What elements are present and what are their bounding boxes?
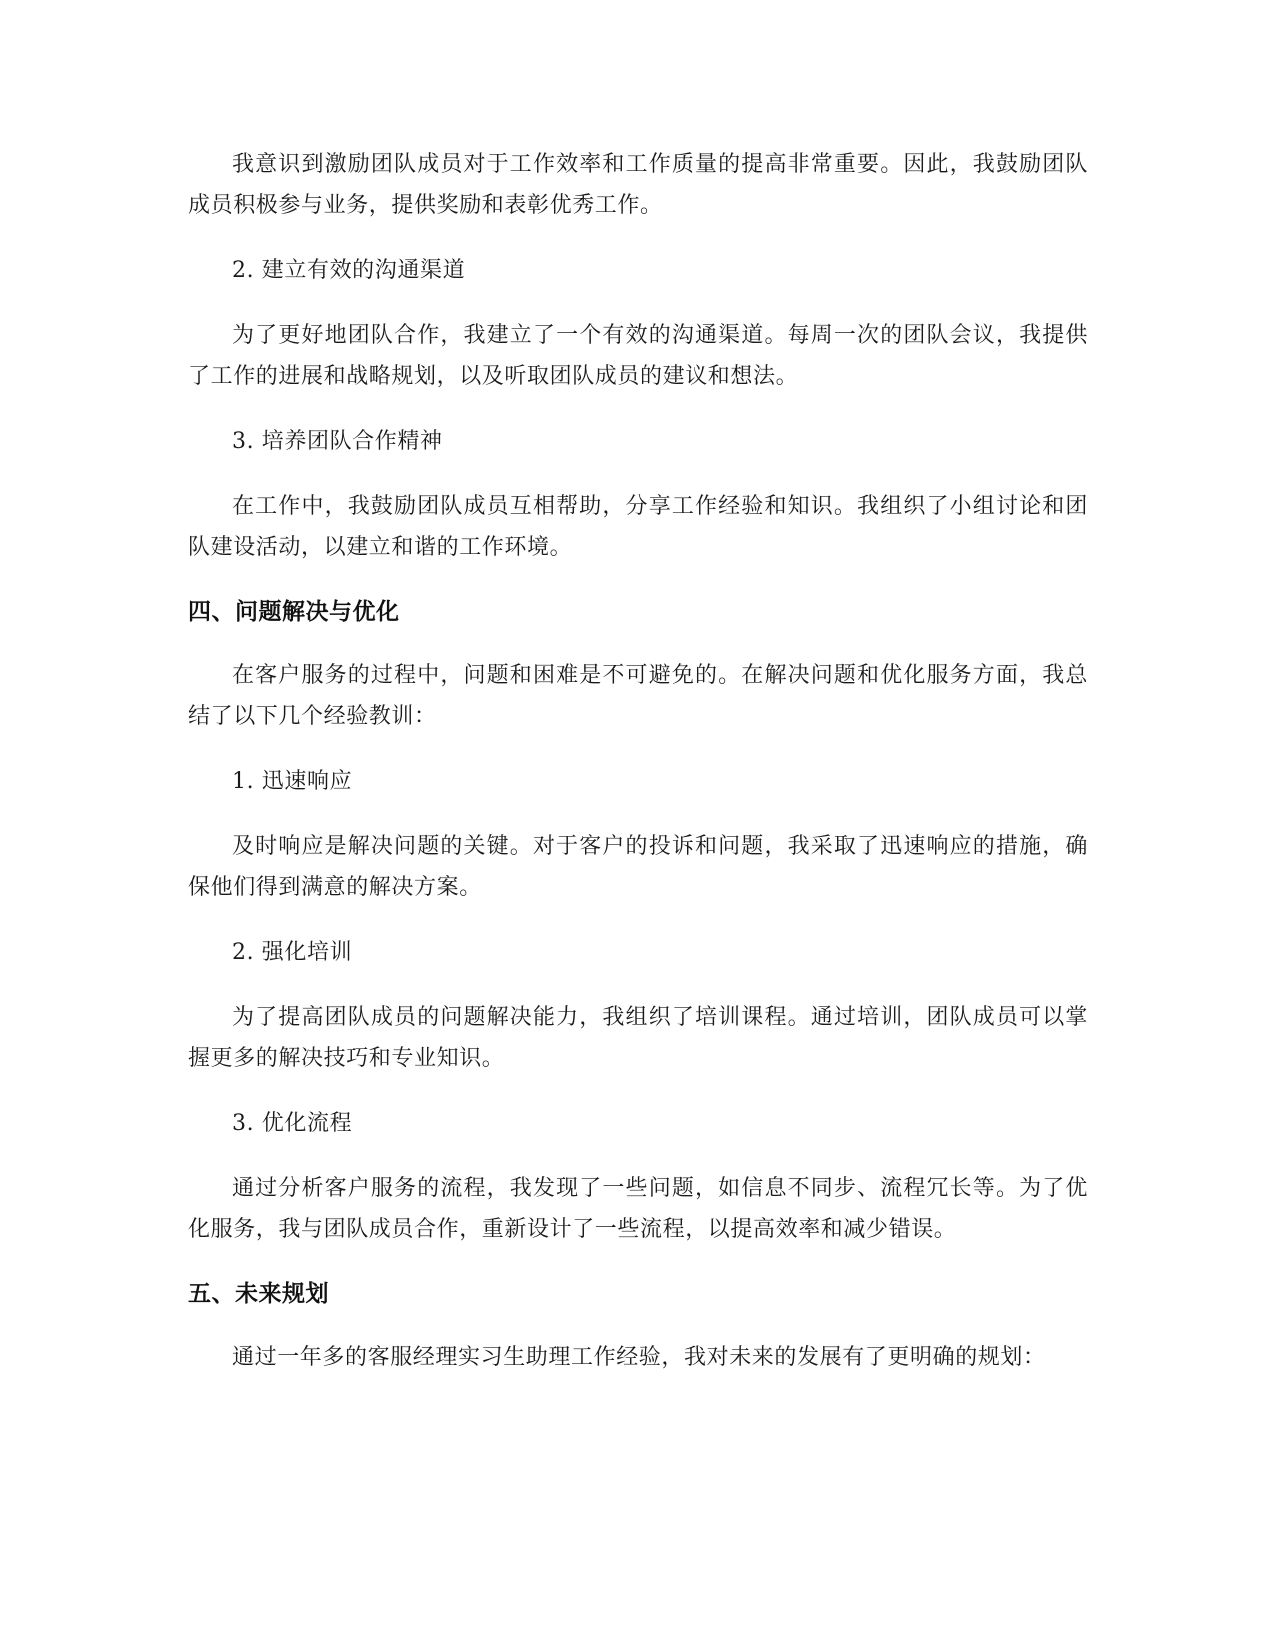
section-heading-problem-solving: 四、问题解决与优化 bbox=[188, 599, 400, 625]
section-heading-future-plan: 五、未来规划 bbox=[188, 1281, 329, 1307]
paragraph-motivate-team: 我意识到激励团队成员对于工作效率和工作质量的提高非常重要。因此，我鼓励团队成员积极参与业务，提供奖励和表彰优秀工作。 bbox=[188, 152, 1088, 218]
list-item-quick-response: 1. 迅速响应 bbox=[232, 769, 353, 794]
paragraph-optimize-process: 通过分析客户服务的流程，我发现了一些问题，如信息不同步、流程冗长等。为了优化服务，我与团队成员合作，重新设计了一些流程，以提高效率和减少错误。 bbox=[188, 1176, 1088, 1242]
paragraph-quick-response: 及时响应是解决问题的关键。对于客户的投诉和问题，我采取了迅速响应的措施，确保他们得到满意的解决方案。 bbox=[188, 834, 1088, 900]
paragraph-problem-solving-intro: 在客户服务的过程中，问题和困难是不可避免的。在解决问题和优化服务方面，我总结了以下几个经验教训： bbox=[188, 663, 1088, 729]
list-item-communication-channel: 2. 建立有效的沟通渠道 bbox=[232, 258, 466, 283]
list-item-optimize-process: 3. 优化流程 bbox=[232, 1111, 353, 1136]
list-item-team-spirit: 3. 培养团队合作精神 bbox=[232, 429, 443, 454]
document-body bbox=[188, 144, 1088, 1402]
paragraph-training: 为了提高团队成员的问题解决能力，我组织了培训课程。通过培训，团队成员可以掌握更多的解决技巧和专业知识。 bbox=[188, 1005, 1088, 1071]
list-item-training: 2. 强化培训 bbox=[232, 940, 353, 965]
paragraph-communication-channel: 为了更好地团队合作，我建立了一个有效的沟通渠道。每周一次的团队会议，我提供了工作的进展和战略规划，以及听取团队成员的建议和想法。 bbox=[188, 323, 1088, 389]
paragraph-future-plan: 通过一年多的客服经理实习生助理工作经验，我对未来的发展有了更明确的规划： bbox=[232, 1345, 1046, 1370]
paragraph-team-spirit: 在工作中，我鼓励团队成员互相帮助，分享工作经验和知识。我组织了小组讨论和团队建设活动，以建立和谐的工作环境。 bbox=[188, 494, 1088, 560]
